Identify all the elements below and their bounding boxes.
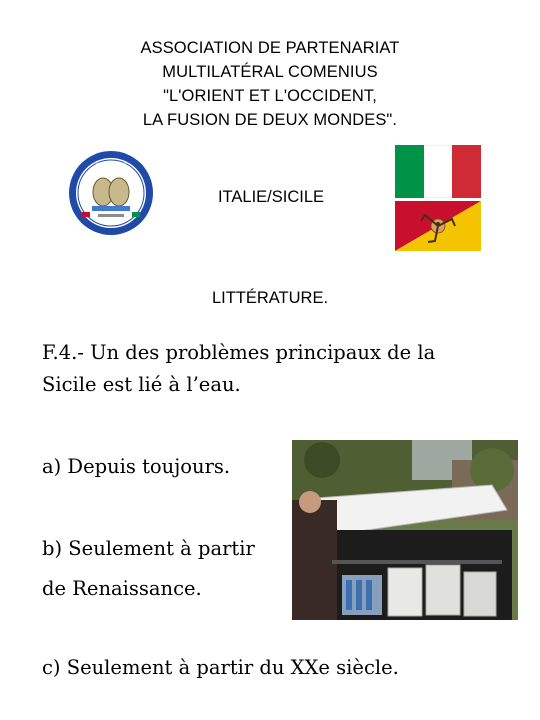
answer-b-line-1: b) Seulement à partir <box>42 537 255 560</box>
answer-c: c) Seulement à partir du XXe siècle. <box>42 656 399 679</box>
svg-text:~ ~ ~ ~ ~ ~: ~ ~ ~ ~ ~ ~ <box>94 161 128 167</box>
question-line-1: F.4.- Un des problèmes principaux de la <box>42 341 436 364</box>
sicily-flag-icon <box>395 201 481 251</box>
answer-a: a) Depuis toujours. <box>42 455 231 478</box>
header-line-4: LA FUSION DE DEUX MONDES". <box>142 111 398 129</box>
header-line-1: ASSOCIATION DE PARTENARIAT <box>140 39 400 57</box>
header-line-3: "L'ORIENT ET L'OCCIDENT, <box>163 87 377 105</box>
association-header <box>0 36 540 132</box>
subject-label: LITTÉRATURE. <box>211 289 329 307</box>
italy-flag-icon <box>395 145 481 198</box>
header-line-2: MULTILATÉRAL COMENIUS <box>162 63 378 81</box>
question-line-2: Sicile est lié à l’eau. <box>42 373 241 396</box>
car-trunk-water-photo-icon <box>292 440 518 620</box>
answer-b-line-2: de Renaissance. <box>42 577 202 600</box>
comenius-logo-icon <box>68 150 154 236</box>
country-label: ITALIE/SICILE <box>217 188 325 206</box>
